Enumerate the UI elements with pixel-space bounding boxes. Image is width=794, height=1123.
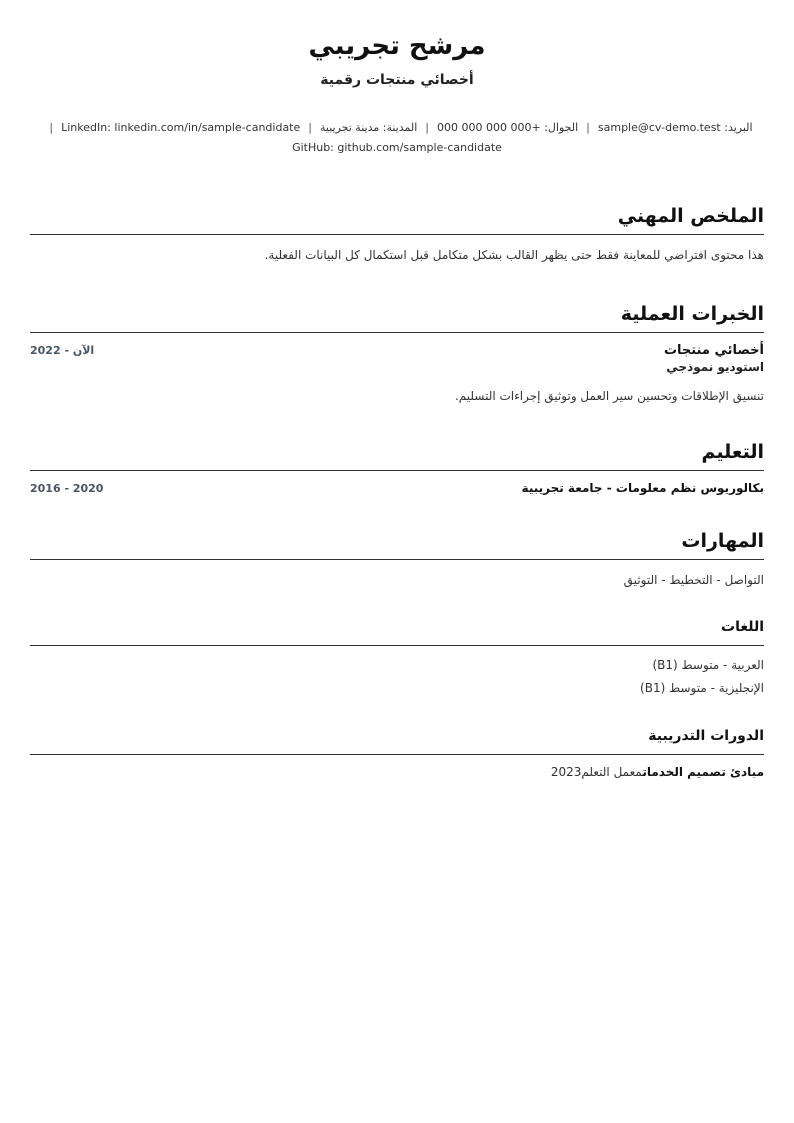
courses-section — [30, 726, 764, 779]
languages-list — [30, 654, 764, 700]
contact-line-2 — [30, 138, 764, 158]
summary-title: الملخص المهني — [30, 203, 764, 235]
education-date: 2016 - 2020 — [30, 482, 104, 495]
summary-section — [30, 203, 764, 265]
candidate-job-title: أخصائي منتجات رقمية — [320, 72, 474, 88]
candidate-name: مرشح تجريبي — [308, 31, 486, 61]
education-title: التعليم — [30, 439, 764, 471]
skills-text: التواصل - التخطيط - التوثيق — [623, 573, 764, 587]
contact-github: GitHub: github.com/sample-candidate — [292, 141, 502, 154]
course-name: مبادئ تصميم الخدمات — [642, 765, 764, 779]
languages-section — [30, 617, 764, 700]
course-provider: معمل التعلم — [581, 765, 643, 779]
skills-title: المهارات — [30, 528, 764, 560]
experience-description: تنسيق الإطلاقات وتحسين سير العمل وتوثيق إجراءات التسليم. — [454, 389, 764, 403]
contact-separator: | — [49, 121, 54, 134]
language-item: الإنجليزية - متوسط (B1) — [640, 681, 764, 695]
contact-separator: | — [586, 121, 590, 134]
courses-title: الدورات التدريبية — [30, 726, 764, 755]
contact-separator: | — [425, 121, 429, 134]
languages-title: اللغات — [30, 617, 764, 646]
contact-linkedin: LinkedIn: linkedin.com/in/sample-candidate — [61, 121, 301, 134]
contact-phone: الجوال: +000 000 000 000 — [437, 121, 579, 134]
summary-text: هذا محتوى افتراضي للمعاينة فقط حتى يظهر القالب بشكل متكامل قبل استكمال كل البيانات الفعلية. — [264, 248, 764, 262]
course-year: 2023 — [550, 765, 582, 779]
contact-city: المدينة: مدينة تجريبية — [319, 121, 418, 134]
experience-title: الخبرات العملية — [30, 301, 764, 333]
experience-role: أخصائي منتجات — [663, 343, 764, 358]
cv-header — [30, 0, 764, 158]
education-section — [30, 439, 764, 495]
experience-entry — [30, 343, 764, 376]
experience-date: 2022 - الآن — [30, 344, 95, 357]
contact-info — [30, 118, 764, 158]
education-entry — [30, 481, 764, 495]
experience-main — [664, 343, 764, 376]
experience-company: استوديو نموذجي — [666, 360, 764, 374]
language-item: العربية - متوسط (B1) — [652, 658, 764, 672]
contact-email: البريد: sample@cv-demo.test — [597, 121, 753, 134]
contact-separator: | — [308, 121, 312, 134]
course-entry — [30, 765, 764, 779]
skills-section — [30, 528, 764, 590]
experience-section — [30, 301, 764, 406]
education-degree: بكالوريوس نظم معلومات - جامعة تجريبية — [521, 481, 764, 495]
contact-line-1 — [30, 118, 764, 138]
